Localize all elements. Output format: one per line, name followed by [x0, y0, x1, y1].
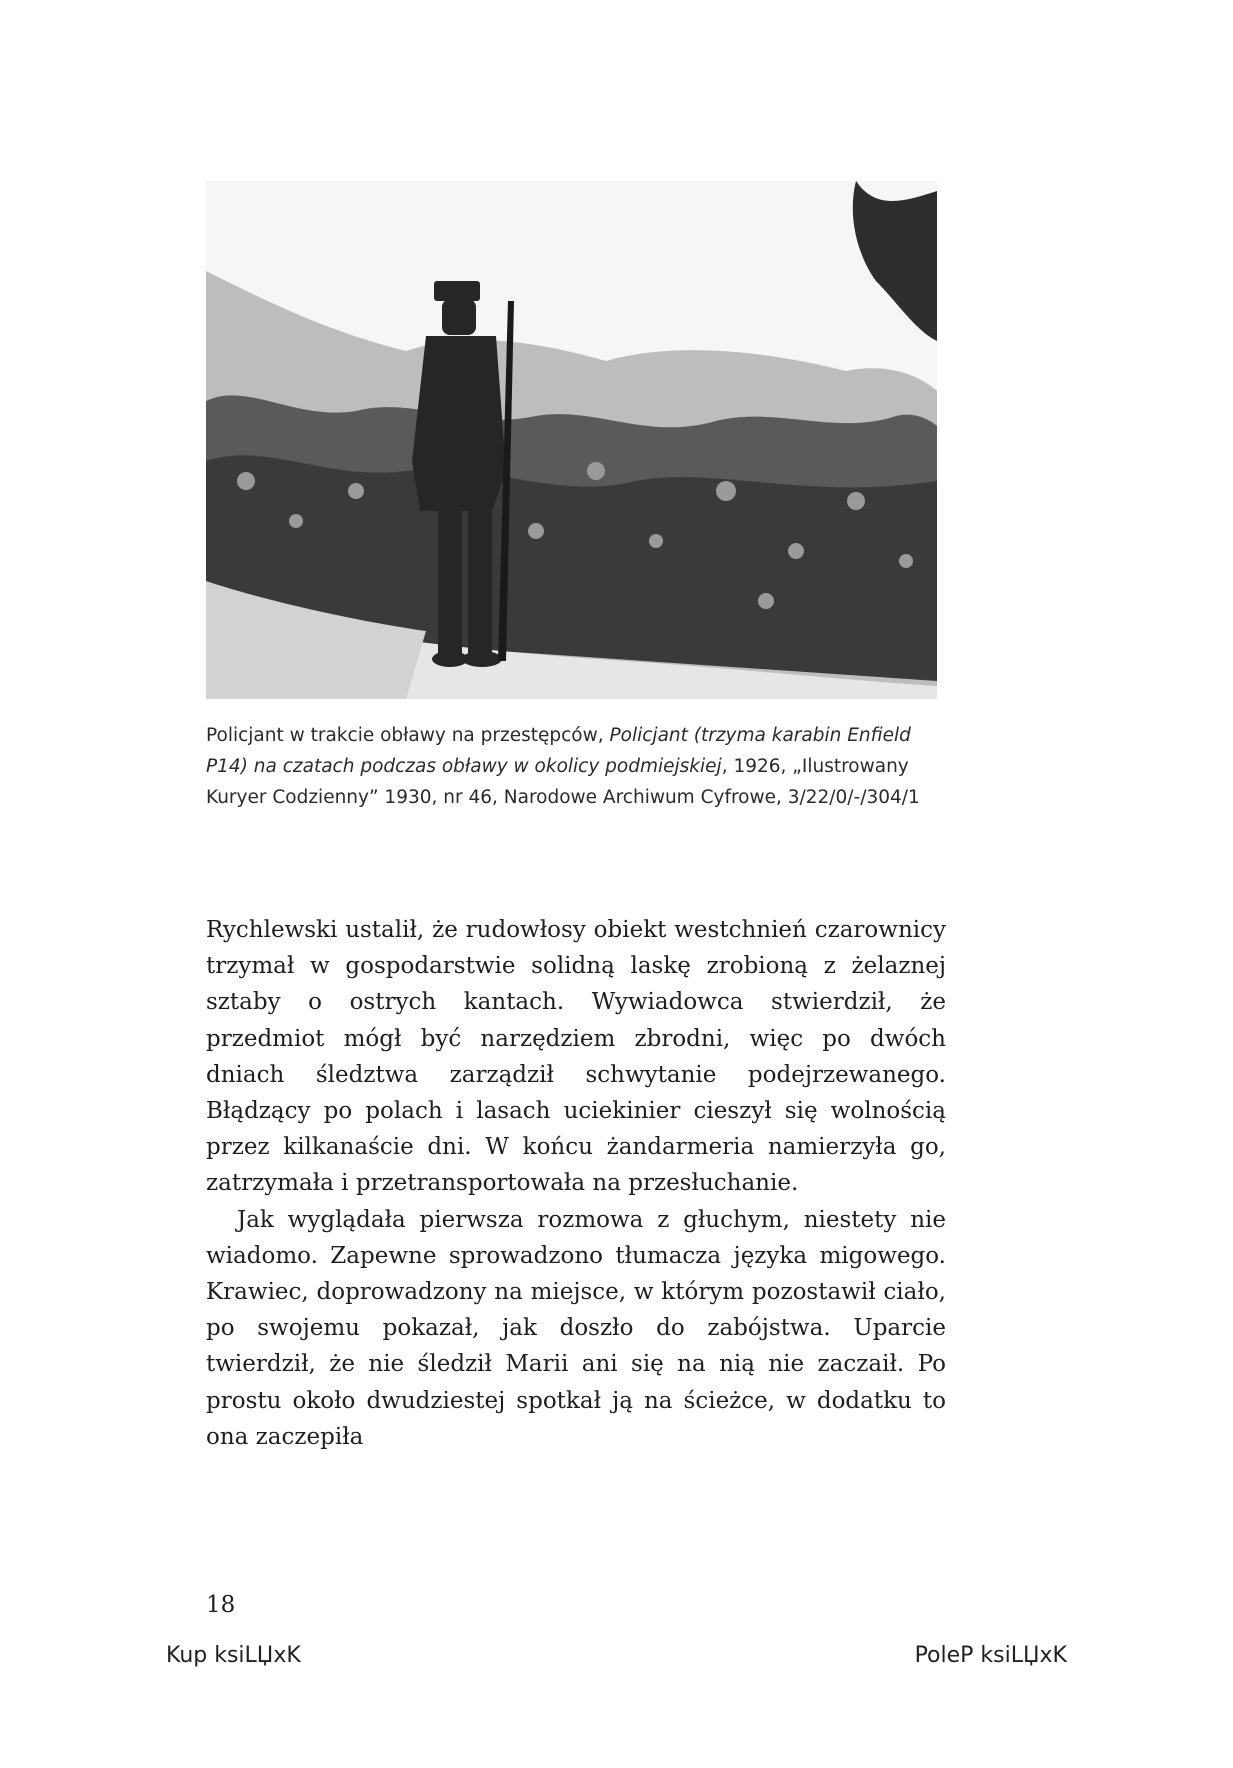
page-number: 18	[206, 1592, 236, 1618]
caption-text: Policjant w trakcie obławy na przestępców,	[206, 725, 610, 746]
caption-italic-title: Policjant (trzyma karabin Enfield P14) na czatach podczas obławy w okolicy podmiejskiej	[206, 725, 911, 777]
body-text	[206, 912, 946, 1455]
footer-buy-book-link[interactable]: Kup ksiLЏxK	[166, 1643, 301, 1668]
paragraph: Jak wyglądała pierwsza rozmowa z głuchym, niestety nie wiadomo. Zapewne sprowadzono tłumacza języka migowego. Krawiec, doprowadzony na miejsce, w którym pozostawił ciało, po swojemu pokazał, jak doszło do zabójstwa. Uparcie twierdził, że nie śledził Marii ani się na nią nie zaczaił. Po prostu około dwudziestej spotkał ją na ścieżce, w dodatku to ona zaczepiła	[206, 1206, 946, 1450]
photo-caption	[206, 720, 946, 813]
photo-policeman-icon	[206, 181, 937, 699]
paragraph: Rychlewski ustalił, że rudowłosy obiekt westchnień czarownicy trzymał w gospodarstwie solidną laskę zrobioną z żelaznej sztaby o ostrych kantach. Wywiadowca stwierdził, że przedmiot mógł być narzędziem zbrodni, więc po dwóch dniach śledztwa zarządził schwytanie podejrzewanego. Błądzący po polach i lasach uciekinier cieszył się wolnością przez kilkanaście dni. W końcu żandarmeria namierzyła go, zatrzymała i przetransportowała na przesłuchanie.	[206, 917, 946, 1197]
footer-recommend-book-link[interactable]: PoleP ksiLЏxK	[914, 1643, 1067, 1668]
caption-source: , 1926, „Ilustrowany Kuryer Codzienny” 1930, nr 46, Narodowe Archiwum Cyfrowe, 3/22/0/-/304/1	[206, 756, 920, 808]
photograph-policeman	[206, 181, 937, 699]
